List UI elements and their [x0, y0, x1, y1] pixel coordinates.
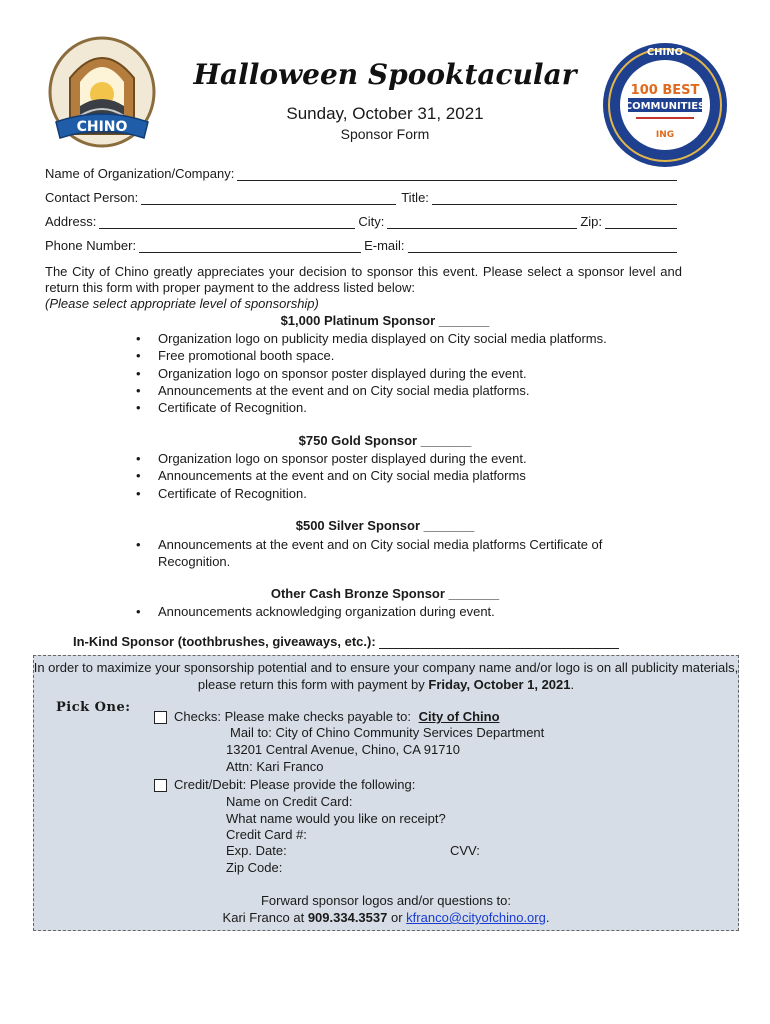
list-item: • Announcements at the event and on City social media platforms	[158, 467, 648, 484]
contact-person-input-line[interactable]	[141, 191, 396, 205]
forward-contact-block: Forward sponsor logos and/or questions to: Kari Franco at 909.334.3537 or kfranco@cityofchino.org.	[33, 892, 739, 926]
svg-text:CHINO: CHINO	[76, 119, 128, 135]
gold-sponsor-title: $750 Gold Sponsor _______	[298, 433, 472, 448]
phone-input-line[interactable]	[139, 239, 361, 253]
bronze-benefits-list	[158, 603, 648, 620]
contact-field-row	[45, 190, 680, 205]
contact-phone: 909.334.3537	[307, 910, 388, 925]
phone-field-row	[45, 238, 680, 253]
email-label: E-mail:	[364, 238, 405, 253]
receipt-name-line: What name would you like on receipt?	[226, 811, 446, 826]
address-field-row	[45, 214, 680, 229]
checks-label: Checks: Please make checks payable to:	[174, 709, 412, 724]
payee-name: City of Chino	[418, 709, 500, 724]
attn-line: Attn: Kari Franco	[226, 759, 324, 774]
organization-field-row	[45, 166, 680, 181]
city-input-line[interactable]	[387, 215, 577, 229]
contact-email-link[interactable]: kfranco@cityofchino.org	[406, 910, 546, 925]
svg-text:100 BEST: 100 BEST	[630, 83, 700, 98]
list-item: • Certificate of Recognition.	[158, 399, 648, 416]
inkind-sponsor-label: In-Kind Sponsor (toothbrushes, giveaways, etc.):	[73, 634, 376, 649]
page-title: Halloween Spooktacular	[193, 58, 577, 91]
list-item: • Free promotional booth space.	[158, 347, 648, 364]
contact-person-label: Contact Person:	[45, 190, 139, 205]
checks-checkbox[interactable]	[154, 711, 167, 724]
list-item: • Announcements at the event and on City social media platforms Certificate of Recognition.	[158, 536, 648, 571]
phone-label: Phone Number:	[45, 238, 137, 253]
svg-text:COMMUNITIES: COMMUNITIES	[624, 101, 706, 112]
list-item: • Organization logo on sponsor poster displayed during the event.	[158, 450, 648, 467]
platinum-benefits-list	[158, 330, 648, 416]
cc-name-line: Name on Credit Card:	[226, 794, 353, 809]
mail-to-line: Mail to: City of Chino Community Services Department	[230, 725, 545, 740]
checks-option	[174, 709, 500, 726]
pick-one-label: Pick One:	[56, 700, 131, 715]
forward-text: Forward sponsor logos and/or questions to:	[260, 893, 512, 908]
payment-deadline-text: In order to maximize your sponsorship potential and to ensure your company name and/or logo is on all publicity materials, please return this form with payment by Friday, October 1, 2021.	[33, 660, 739, 692]
payment-deadline: Friday, October 1, 2021	[428, 677, 571, 692]
zip-input-line[interactable]	[605, 215, 677, 229]
event-date: Sunday, October 31, 2021	[286, 104, 484, 123]
list-item: • Organization logo on publicity media displayed on City social media platforms.	[158, 330, 648, 347]
title-label: Title:	[401, 190, 429, 205]
silver-benefits-list	[158, 536, 648, 571]
credit-checkbox[interactable]	[154, 779, 167, 792]
list-item: • Announcements at the event and on City social media platforms.	[158, 382, 648, 399]
svg-text:ING: ING	[655, 130, 675, 140]
best-communities-seal	[600, 40, 730, 170]
list-item: • Organization logo on sponsor poster displayed during the event.	[158, 365, 648, 382]
contact-name: Kari Franco at	[222, 910, 305, 925]
list-item: • Certificate of Recognition.	[158, 485, 648, 502]
cc-number-line: Credit Card #:	[226, 827, 307, 842]
intro-paragraph: The City of Chino greatly appreciates your decision to sponsor this event. Please select a sponsor level and return this form with proper payment to the address listed below:	[45, 264, 682, 295]
zip-label: Zip:	[580, 214, 602, 229]
silver-sponsor-title: $500 Silver Sponsor _______	[295, 518, 475, 533]
form-subtitle: Sponsor Form	[340, 126, 430, 142]
cvv-line: CVV:	[450, 843, 480, 858]
intro-note: (Please select appropriate level of sponsorship)	[45, 296, 319, 311]
or-text: or	[390, 910, 403, 925]
zip-code-line: Zip Code:	[226, 860, 283, 875]
exp-date-line: Exp. Date:	[226, 843, 287, 858]
svg-text:CHINO: CHINO	[646, 47, 684, 58]
platinum-sponsor-title: $1,000 Platinum Sponsor _______	[280, 313, 490, 328]
list-item: • Announcements acknowledging organization during event.	[158, 603, 648, 620]
inkind-input-line[interactable]	[379, 635, 619, 649]
gold-benefits-list	[158, 450, 648, 502]
address-input-line[interactable]	[99, 215, 355, 229]
credit-label: Credit/Debit: Please provide the following:	[174, 777, 416, 792]
city-label: City:	[358, 214, 385, 229]
organization-input-line[interactable]	[237, 167, 677, 181]
bronze-sponsor-title: Other Cash Bronze Sponsor _______	[270, 586, 500, 601]
address-label: Address:	[45, 214, 97, 229]
street-address-line: 13201 Central Avenue, Chino, CA 91710	[226, 742, 460, 757]
payment-instructions: In order to maximize your sponsorship potential and to ensure your company name and/or logo is on all publicity materials, please return this form with payment by	[33, 660, 739, 692]
email-input-line[interactable]	[408, 239, 677, 253]
organization-label: Name of Organization/Company:	[45, 166, 235, 181]
inkind-sponsor-row	[73, 634, 622, 649]
title-input-line[interactable]	[432, 191, 677, 205]
